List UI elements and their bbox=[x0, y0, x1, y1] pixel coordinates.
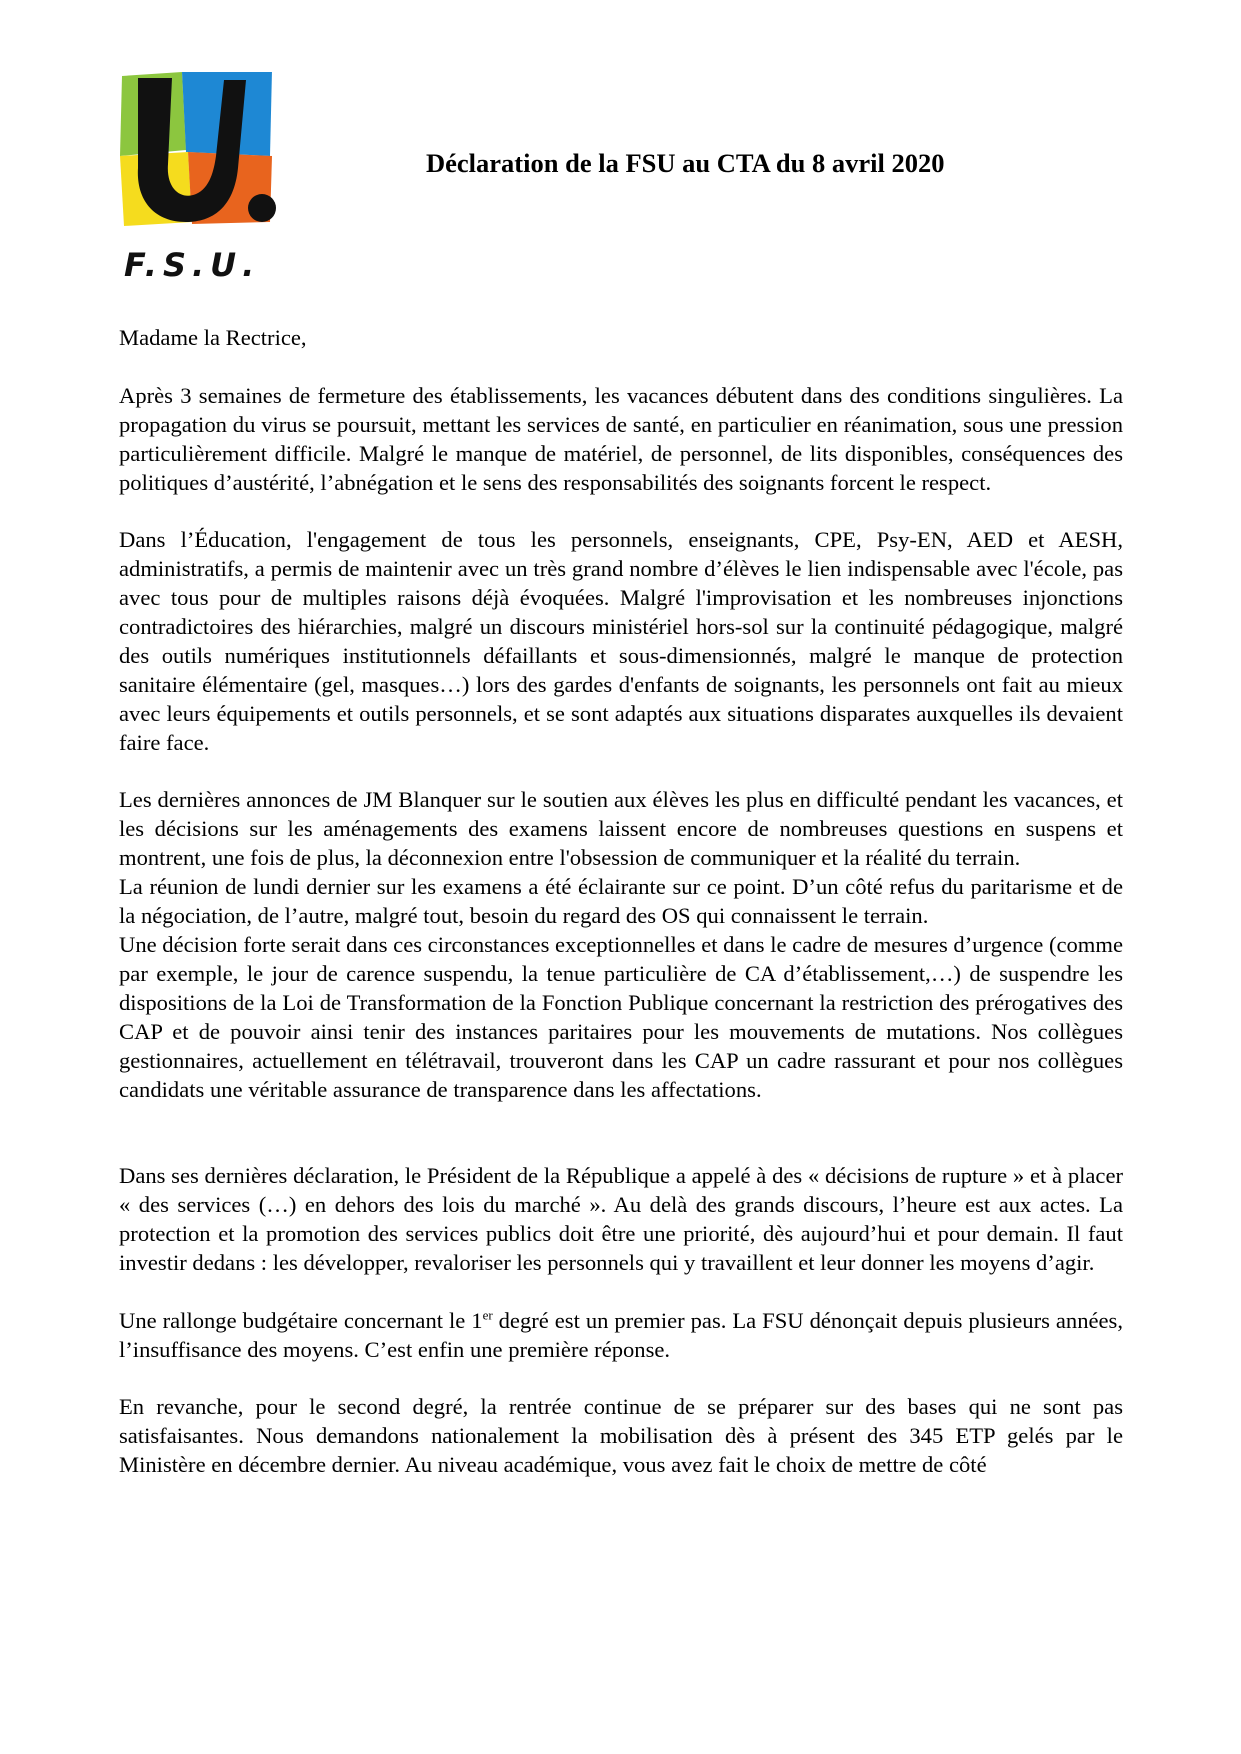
paragraph-7 bbox=[119, 1307, 1123, 1365]
paragraph-7-end: degré est un premier pas. La FSU dénonçait depuis plusieurs années, l’insuffisance des moyens. C’est enfin une première réponse. bbox=[119, 1307, 1123, 1362]
paragraph-1: Après 3 semaines de fermeture des établissements, les vacances débutent dans des conditions singulières. La propagation du virus se poursuit, mettant les services de santé, en particulier en réanimation, sous une pression particulièrement difficile. Malgré le manque de matériel, de personnel, de lits disponibles, conséquences des politiques d’austérité, l’abnégation et le sens des responsabilités des soignants forcent le respect. bbox=[119, 382, 1123, 495]
paragraph-3: Les dernières annonces de JM Blanquer sur le soutien aux élèves les plus en difficulté pendant les vacances, et les décisions sur les aménagements des examens laissent encore de nombreuses questions en suspens et montrent, une fois de plus, la déconnexion entre l'obsession de communiquer et la réalité du terrain. bbox=[119, 787, 1123, 871]
paragraph-4: La réunion de lundi dernier sur les examens a été éclairante sur ce point. D’un côté refus du paritarisme et de la négociation, de l’autre, malgré tout, besoin du regard des OS qui connaissent le terrain. bbox=[119, 874, 1123, 929]
paragraph-7-start: Une rallonge budgétaire concernant le 1 bbox=[119, 1307, 483, 1333]
logo-name-text: F.S.U. bbox=[124, 246, 261, 284]
fsu-logo bbox=[120, 72, 296, 292]
paragraph-5: Une décision forte serait dans ces circonstances exceptionnelles et dans le cadre de mesures d’urgence (comme par exemple, le jour de carence suspendu, la tenue particulière de CA d’établissement,…) de suspendre les dispositions de la Loi de Transformation de la Fonction Publique concernant la restriction des prérogatives des CAP et de pouvoir ainsi tenir des instances paritaires pour les mouvements de mutations. Nos collègues gestionnaires, actuellement en télétravail, trouveront dans les CAP un cadre rassurant et pour nos collègues candidats une véritable assurance de transparence dans les affectations. bbox=[119, 931, 1123, 1102]
paragraph-8: En revanche, pour le second degré, la rentrée continue de se préparer sur des bases qui ne sont pas satisfaisantes. Nous demandons nationalement la mobilisation dès à présent des 345 ETP gelés par le Ministère en décembre dernier. Au niveau académique, vous avez fait le choix de mettre de côté bbox=[119, 1394, 1123, 1478]
paragraph-6: Dans ses dernières déclaration, le Président de la République a appelé à des « décisions de rupture » et à placer « des services (…) en dehors des lois du marché ». Au delà des grands discours, l’heure est aux actes. La protection et la promotion des services publics doit être une priorité, dès aujourd’hui et pour demain. Il faut investir dedans : les développer, revaloriser les personnels qui y travaillent et leur donner les moyens d’agir. bbox=[119, 1163, 1123, 1275]
paragraph-2: Dans l’Éducation, l'engagement de tous les personnels, enseignants, CPE, Psy-EN, AED et AESH, administratifs, a permis de maintenir avec un très grand nombre d’élèves le lien indispensable avec l'école, pas avec tous pour de multiples raisons déjà évoquées. Malgré l'improvisation et les nombreuses injonctions contradictoires des hiérarchies, malgré un discours ministériel hors-sol sur la continuité pédagogique, malgré des outils numériques institutionnels défaillants et sous-dimensionnés, malgré le manque de protection sanitaire élémentaire (gel, masques…) lors des gardes d'enfants de soignants, les personnels ont fait au mieux avec leurs équipements et outils personnels, et se sont adaptés aux situations disparates auxquelles ils devaient faire face. bbox=[119, 527, 1123, 755]
letter-body bbox=[119, 324, 1123, 1480]
logo-dot bbox=[248, 194, 276, 222]
ordinal-superscript: er bbox=[482, 1307, 493, 1323]
fsu-logo-graphic bbox=[120, 72, 296, 292]
salutation: Madame la Rectrice, bbox=[119, 325, 307, 350]
page-title: Déclaration de la FSU au CTA du 8 avril 2020 bbox=[426, 148, 945, 178]
